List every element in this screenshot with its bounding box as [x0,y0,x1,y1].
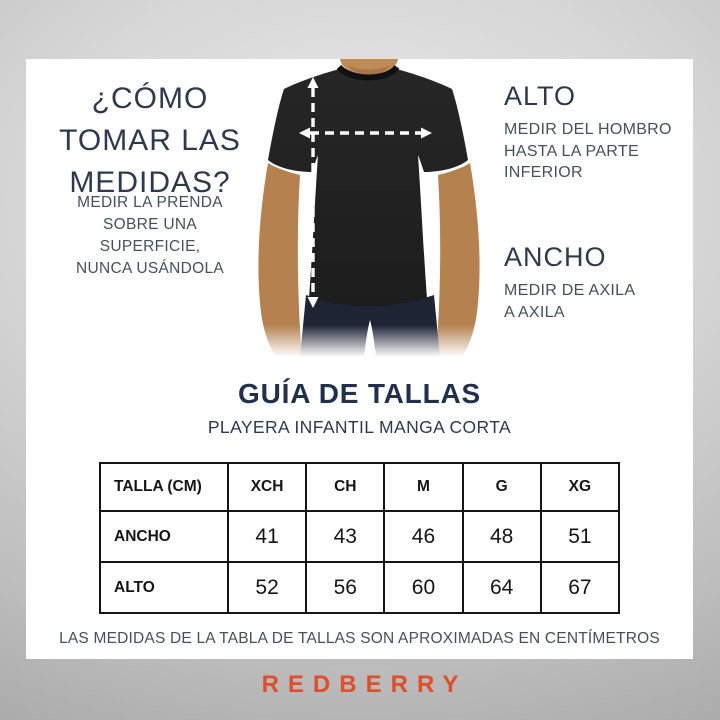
measuring-note [54,192,246,280]
row-label-cell: ALTO [100,562,228,613]
size-guide-title: GUÍA DE TALLAS [238,378,481,409]
ancho-description-line: A AXILA [504,303,565,321]
child-tshirt-graphic [248,59,490,357]
measuring-note-line: MEDIR LA PRENDA [77,194,223,211]
alto-heading: ALTO [504,81,577,111]
size-value-cell: 51 [541,511,619,562]
size-table-row-ancho [100,511,619,562]
alto-section [504,79,699,184]
size-table-row-alto [100,562,619,613]
alto-description [504,119,699,184]
ancho-heading: ANCHO [504,242,607,272]
size-guide-disclaimer: LAS MEDIDAS DE LA TABLA DE TALLAS SON APROXIMADAS EN CENTÍMETROS [59,630,660,647]
size-table-header-cell: CH [306,463,384,511]
size-table-header-cell: G [463,463,541,511]
ancho-section [504,240,699,323]
size-table-header-cell: XG [541,463,619,511]
child-photo-illustration [248,59,490,357]
size-table-header-cell: XCH [228,463,306,511]
size-table-header-cell: M [384,463,462,511]
size-value-cell: 52 [228,562,306,613]
page-title: ¿CÓMO TOMAR LAS MEDIDAS? [59,82,241,199]
alto-description-line: HASTA LA PARTE [504,142,639,160]
size-guide-subtitle: PLAYERA INFANTIL MANGA CORTA [207,417,512,437]
photo-fade [248,325,490,357]
size-value-cell: 60 [384,562,462,613]
size-table-header-row [100,463,619,511]
size-value-cell: 64 [463,562,541,613]
size-table [99,462,620,614]
measuring-note-line: SUPERFICIE, [99,238,201,255]
size-table-header-cell: TALLA (CM) [100,463,228,511]
alto-description-line: INFERIOR [504,164,583,181]
ancho-description [504,280,699,323]
size-guide-card [26,59,693,659]
size-value-cell: 41 [228,511,306,562]
size-value-cell: 43 [306,511,384,562]
alto-description-line: MEDIR DEL HOMBRO [504,121,672,138]
brand-logo: REDBERRY [261,671,468,698]
size-value-cell: 56 [306,562,384,613]
ancho-description-line: MEDIR DE AXILA [504,282,636,299]
measuring-note-line: NUNCA USÁNDOLA [75,260,225,277]
row-label-cell: ANCHO [100,511,228,562]
size-value-cell: 67 [541,562,619,613]
size-value-cell: 46 [384,511,462,562]
size-value-cell: 48 [463,511,541,562]
measuring-note-line: SOBRE UNA [103,216,197,233]
